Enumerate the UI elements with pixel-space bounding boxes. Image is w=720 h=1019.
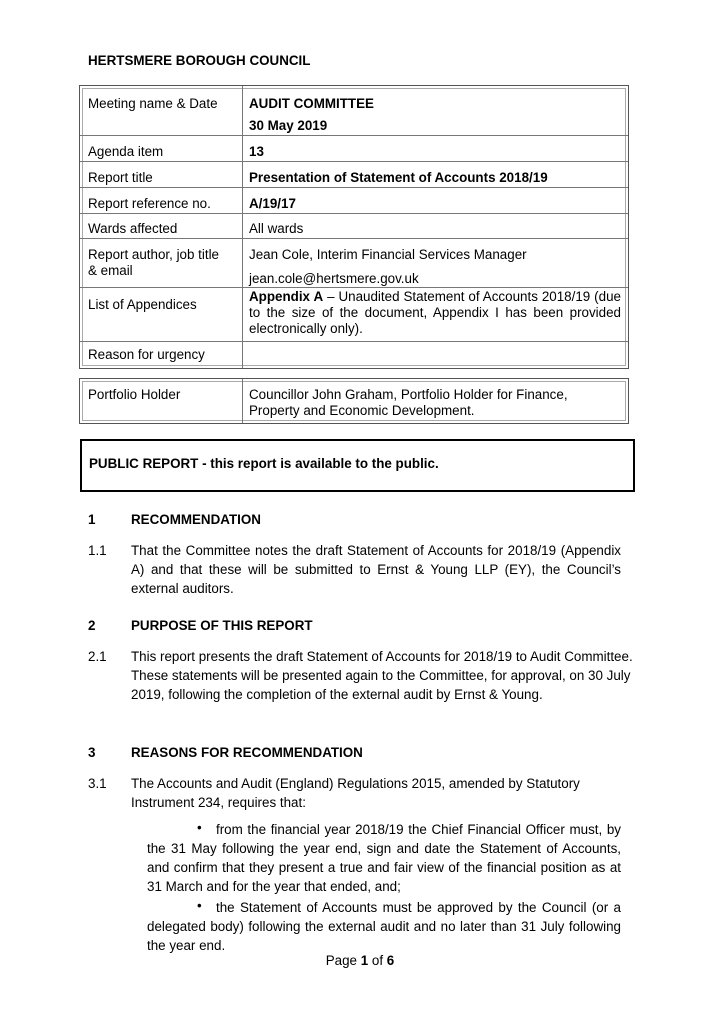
agenda-value: 13	[249, 144, 264, 159]
section-number: 3	[88, 745, 96, 760]
appendix-a-label: Appendix A	[249, 289, 324, 304]
author-label-line2: & email	[88, 263, 133, 278]
paragraph-2-1: This report presents the draft Statement of Accounts for 2018/19 to Audit Committee. These statements will be presented again to the Committee, for approval, on 30 July 2019, following the completion of the external audit by Ernst & Young.	[131, 649, 633, 702]
paragraph-number: 2.1	[88, 649, 107, 664]
meeting-label: Meeting name & Date	[88, 96, 218, 111]
paragraph-number: 3.1	[88, 776, 107, 791]
title-value: Presentation of Statement of Accounts 2018/19	[249, 170, 548, 185]
bullet-icon: •	[197, 820, 202, 835]
paragraph-1-1: That the Committee notes the draft Statement of Accounts for 2018/19 (Appendix A) and that these will be submitted to Ernst & Young LLP (EY), the Council’s external auditors.	[131, 543, 621, 596]
section-heading: REASONS FOR RECOMMENDATION	[131, 745, 363, 760]
agenda-label: Agenda item	[88, 144, 164, 159]
table-column-divider	[242, 86, 243, 368]
public-report-box	[80, 439, 635, 492]
appendices-description: – Unaudited Statement of Accounts 2018/19 (due to the size of the document, Appendix I has been provided electronically only).	[249, 289, 621, 336]
page-total: 6	[386, 953, 395, 968]
table-divider	[80, 287, 628, 288]
author-email: jean.cole@hertsmere.gov.uk	[249, 271, 419, 286]
meeting-date: 30 May 2019	[249, 118, 328, 133]
public-report-text: PUBLIC REPORT - this report is available to the public.	[89, 456, 439, 471]
of-word: of	[368, 953, 387, 968]
ref-label: Report reference no.	[88, 196, 211, 211]
section-number: 2	[88, 618, 96, 633]
table-divider	[80, 187, 628, 188]
author-value: Jean Cole, Interim Financial Services Manager	[249, 247, 527, 262]
table-divider	[80, 213, 628, 214]
page-word: Page	[325, 953, 361, 968]
paragraph-3-1: The Accounts and Audit (England) Regulations 2015, amended by Statutory Instrument 234, requires that:	[131, 776, 580, 810]
title-label: Report title	[88, 170, 153, 185]
author-label: Report author, job title	[88, 247, 220, 262]
report-info-table	[79, 85, 629, 369]
section-heading: PURPOSE OF THIS REPORT	[131, 618, 313, 633]
bullet-item: from the financial year 2018/19 the Chief Financial Officer must, by the 31 May following the year end, sign and date the Statement of Accounts, and confirm that they present a true and fair view of the financial position as at 31 March and for the year that ended, and;	[147, 822, 621, 894]
table-divider	[80, 135, 628, 136]
wards-value: All wards	[249, 221, 304, 236]
appendices-value	[249, 289, 621, 337]
section-number: 1	[88, 512, 96, 527]
meeting-value: AUDIT COMMITTEE	[249, 96, 374, 111]
urgency-label: Reason for urgency	[88, 347, 205, 362]
portfolio-value: Councillor John Graham, Portfolio Holder for Finance, Property and Economic Development.	[249, 387, 568, 418]
table-divider	[80, 341, 628, 342]
page-footer	[0, 953, 720, 968]
portfolio-label: Portfolio Holder	[88, 387, 181, 402]
bullet-item: the Statement of Accounts must be approved by the Council (or a delegated body) following the external audit and no later than 31 July following the year end.	[147, 900, 621, 953]
portfolio-table	[79, 378, 629, 424]
table-column-divider	[242, 379, 243, 423]
appendices-label: List of Appendices	[88, 297, 197, 312]
council-name: HERTSMERE BOROUGH COUNCIL	[88, 53, 311, 68]
page-number: 1	[360, 953, 369, 968]
bullet-icon: •	[197, 898, 202, 913]
wards-label: Wards affected	[88, 221, 178, 236]
section-heading: RECOMMENDATION	[131, 512, 261, 527]
table-divider	[80, 161, 628, 162]
paragraph-number: 1.1	[88, 543, 107, 558]
table-divider	[80, 238, 628, 239]
ref-value: A/19/17	[249, 196, 296, 211]
